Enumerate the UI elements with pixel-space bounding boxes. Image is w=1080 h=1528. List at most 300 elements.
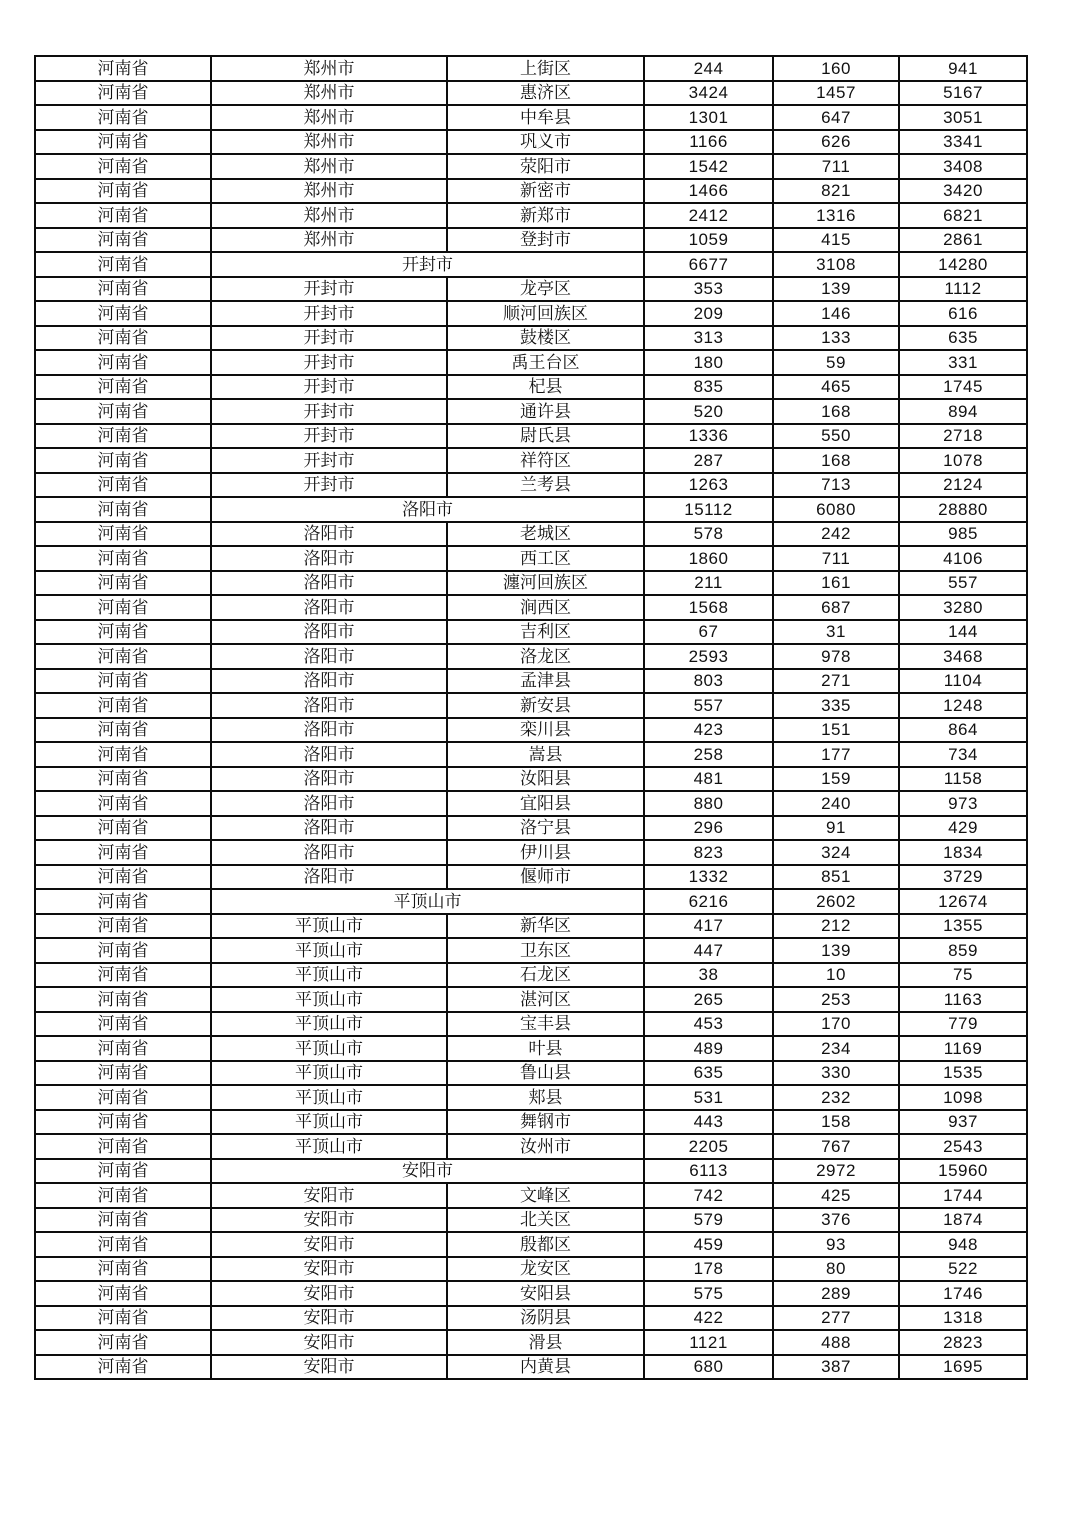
value-cell: 443 — [644, 1110, 773, 1135]
value-cell: 1834 — [899, 840, 1027, 865]
value-cell: 851 — [773, 865, 899, 890]
value-cell: 1112 — [899, 277, 1027, 302]
table-row — [35, 963, 1027, 988]
value-cell: 2972 — [773, 1159, 899, 1184]
value-cell: 330 — [773, 1061, 899, 1086]
city-cell: 洛阳市 — [211, 669, 447, 694]
province-cell: 河南省 — [35, 56, 211, 81]
table-row — [35, 865, 1027, 890]
district-cell: 孟津县 — [447, 669, 644, 694]
table-row — [35, 203, 1027, 228]
province-cell: 河南省 — [35, 644, 211, 669]
value-cell: 459 — [644, 1232, 773, 1257]
value-cell: 1457 — [773, 81, 899, 106]
district-cell: 栾川县 — [447, 718, 644, 743]
value-cell: 742 — [644, 1183, 773, 1208]
province-cell: 河南省 — [35, 963, 211, 988]
city-cell: 郑州市 — [211, 81, 447, 106]
district-cell: 嵩县 — [447, 742, 644, 767]
value-cell: 3468 — [899, 644, 1027, 669]
value-cell: 6677 — [644, 252, 773, 277]
value-cell: 1746 — [899, 1281, 1027, 1306]
province-cell: 河南省 — [35, 791, 211, 816]
city-cell: 安阳市 — [211, 1183, 447, 1208]
value-cell: 821 — [773, 179, 899, 204]
city-cell: 洛阳市 — [211, 595, 447, 620]
district-cell: 西工区 — [447, 546, 644, 571]
value-cell: 3280 — [899, 595, 1027, 620]
province-cell: 河南省 — [35, 473, 211, 498]
district-cell: 涧西区 — [447, 595, 644, 620]
value-cell: 859 — [899, 938, 1027, 963]
city-cell: 郑州市 — [211, 154, 447, 179]
value-cell: 1874 — [899, 1208, 1027, 1233]
province-cell: 河南省 — [35, 938, 211, 963]
table-row — [35, 791, 1027, 816]
value-cell: 170 — [773, 1012, 899, 1037]
city-cell: 洛阳市 — [211, 644, 447, 669]
province-cell: 河南省 — [35, 522, 211, 547]
value-cell: 635 — [899, 326, 1027, 351]
province-cell: 河南省 — [35, 105, 211, 130]
value-cell: 6080 — [773, 497, 899, 522]
table-row — [35, 718, 1027, 743]
district-cell: 荥阳市 — [447, 154, 644, 179]
value-cell: 313 — [644, 326, 773, 351]
province-cell: 河南省 — [35, 595, 211, 620]
city-cell: 平顶山市 — [211, 1036, 447, 1061]
value-cell: 1745 — [899, 375, 1027, 400]
value-cell: 823 — [644, 840, 773, 865]
city-cell: 平顶山市 — [211, 1061, 447, 1086]
city-cell: 洛阳市 — [211, 840, 447, 865]
province-cell: 河南省 — [35, 1281, 211, 1306]
value-cell: 734 — [899, 742, 1027, 767]
city-cell: 开封市 — [211, 473, 447, 498]
province-cell: 河南省 — [35, 1061, 211, 1086]
table-row — [35, 56, 1027, 81]
table-row — [35, 1306, 1027, 1331]
province-cell: 河南省 — [35, 81, 211, 106]
district-cell: 安阳县 — [447, 1281, 644, 1306]
table-row — [35, 595, 1027, 620]
table-row — [35, 644, 1027, 669]
value-cell: 59 — [773, 350, 899, 375]
value-cell: 3420 — [899, 179, 1027, 204]
province-cell: 河南省 — [35, 1306, 211, 1331]
value-cell: 1078 — [899, 448, 1027, 473]
value-cell: 1860 — [644, 546, 773, 571]
city-cell: 洛阳市 — [211, 620, 447, 645]
table-row — [35, 252, 1027, 277]
value-cell: 133 — [773, 326, 899, 351]
district-cell: 伊川县 — [447, 840, 644, 865]
value-cell: 465 — [773, 375, 899, 400]
value-cell: 331 — [899, 350, 1027, 375]
value-cell: 578 — [644, 522, 773, 547]
province-cell: 河南省 — [35, 424, 211, 449]
table-row — [35, 1257, 1027, 1282]
value-cell: 12674 — [899, 889, 1027, 914]
province-cell: 河南省 — [35, 889, 211, 914]
value-cell: 178 — [644, 1257, 773, 1282]
city-cell: 平顶山市 — [211, 914, 447, 939]
district-cell: 内黄县 — [447, 1355, 644, 1380]
table-row — [35, 1159, 1027, 1184]
value-cell: 3408 — [899, 154, 1027, 179]
value-cell: 3108 — [773, 252, 899, 277]
province-cell: 河南省 — [35, 252, 211, 277]
value-cell: 711 — [773, 546, 899, 571]
province-cell: 河南省 — [35, 301, 211, 326]
value-cell: 1744 — [899, 1183, 1027, 1208]
value-cell: 520 — [644, 399, 773, 424]
district-cell: 瀍河回族区 — [447, 571, 644, 596]
district-cell: 尉氏县 — [447, 424, 644, 449]
value-cell: 159 — [773, 767, 899, 792]
district-cell: 登封市 — [447, 228, 644, 253]
table-row — [35, 742, 1027, 767]
value-cell: 335 — [773, 693, 899, 718]
district-cell: 上街区 — [447, 56, 644, 81]
city-cell: 开封市 — [211, 301, 447, 326]
province-cell: 河南省 — [35, 326, 211, 351]
value-cell: 422 — [644, 1306, 773, 1331]
value-cell: 575 — [644, 1281, 773, 1306]
province-cell: 河南省 — [35, 620, 211, 645]
value-cell: 15112 — [644, 497, 773, 522]
value-cell: 244 — [644, 56, 773, 81]
city-cell: 平顶山市 — [211, 987, 447, 1012]
city-cell: 洛阳市 — [211, 767, 447, 792]
table-row — [35, 522, 1027, 547]
value-cell: 151 — [773, 718, 899, 743]
city-cell: 洛阳市 — [211, 865, 447, 890]
province-cell: 河南省 — [35, 546, 211, 571]
district-cell: 滑县 — [447, 1330, 644, 1355]
district-cell: 兰考县 — [447, 473, 644, 498]
value-cell: 253 — [773, 987, 899, 1012]
value-cell: 557 — [899, 571, 1027, 596]
value-cell: 168 — [773, 399, 899, 424]
province-cell: 河南省 — [35, 1330, 211, 1355]
city-cell: 平顶山市 — [211, 1085, 447, 1110]
city-cell: 郑州市 — [211, 56, 447, 81]
province-cell: 河南省 — [35, 448, 211, 473]
district-cell: 龙亭区 — [447, 277, 644, 302]
district-cell: 汝州市 — [447, 1134, 644, 1159]
value-cell: 277 — [773, 1306, 899, 1331]
value-cell: 242 — [773, 522, 899, 547]
value-cell: 2205 — [644, 1134, 773, 1159]
value-cell: 6113 — [644, 1159, 773, 1184]
city-cell: 郑州市 — [211, 105, 447, 130]
value-cell: 481 — [644, 767, 773, 792]
value-cell: 271 — [773, 669, 899, 694]
table-row — [35, 399, 1027, 424]
value-cell: 1263 — [644, 473, 773, 498]
value-cell: 209 — [644, 301, 773, 326]
table-row — [35, 497, 1027, 522]
value-cell: 2543 — [899, 1134, 1027, 1159]
city-cell: 洛阳市 — [211, 571, 447, 596]
table-row — [35, 914, 1027, 939]
city-cell: 安阳市 — [211, 1330, 447, 1355]
value-cell: 1332 — [644, 865, 773, 890]
table-row — [35, 228, 1027, 253]
province-cell: 河南省 — [35, 1159, 211, 1184]
city-cell: 开封市 — [211, 326, 447, 351]
city-cell: 郑州市 — [211, 228, 447, 253]
value-cell: 647 — [773, 105, 899, 130]
table-row — [35, 693, 1027, 718]
value-cell: 160 — [773, 56, 899, 81]
city-cell: 开封市 — [211, 424, 447, 449]
province-cell: 河南省 — [35, 154, 211, 179]
province-cell: 河南省 — [35, 277, 211, 302]
value-cell: 2861 — [899, 228, 1027, 253]
value-cell: 447 — [644, 938, 773, 963]
value-cell: 158 — [773, 1110, 899, 1135]
value-cell: 324 — [773, 840, 899, 865]
value-cell: 1336 — [644, 424, 773, 449]
district-cell: 新密市 — [447, 179, 644, 204]
value-cell: 265 — [644, 987, 773, 1012]
value-cell: 1316 — [773, 203, 899, 228]
value-cell: 144 — [899, 620, 1027, 645]
city-cell: 洛阳市 — [211, 816, 447, 841]
district-cell: 郏县 — [447, 1085, 644, 1110]
city-cell: 开封市 — [211, 277, 447, 302]
value-cell: 1104 — [899, 669, 1027, 694]
district-cell: 巩义市 — [447, 130, 644, 155]
value-cell: 894 — [899, 399, 1027, 424]
table-row — [35, 1110, 1027, 1135]
value-cell: 767 — [773, 1134, 899, 1159]
value-cell: 1695 — [899, 1355, 1027, 1380]
province-cell: 河南省 — [35, 987, 211, 1012]
city-cell: 洛阳市 — [211, 791, 447, 816]
value-cell: 67 — [644, 620, 773, 645]
district-cell: 洛龙区 — [447, 644, 644, 669]
table-row — [35, 1281, 1027, 1306]
value-cell: 80 — [773, 1257, 899, 1282]
district-cell: 洛宁县 — [447, 816, 644, 841]
table-row — [35, 81, 1027, 106]
province-cell: 河南省 — [35, 130, 211, 155]
value-cell: 234 — [773, 1036, 899, 1061]
province-cell: 河南省 — [35, 865, 211, 890]
value-cell: 353 — [644, 277, 773, 302]
city-cell: 开封市 — [211, 350, 447, 375]
value-cell: 941 — [899, 56, 1027, 81]
value-cell: 28880 — [899, 497, 1027, 522]
district-cell: 新安县 — [447, 693, 644, 718]
value-cell: 211 — [644, 571, 773, 596]
district-cell: 石龙区 — [447, 963, 644, 988]
value-cell: 1166 — [644, 130, 773, 155]
district-cell: 通许县 — [447, 399, 644, 424]
province-cell: 河南省 — [35, 1355, 211, 1380]
district-cell: 文峰区 — [447, 1183, 644, 1208]
province-cell: 河南省 — [35, 914, 211, 939]
province-cell: 河南省 — [35, 497, 211, 522]
province-cell: 河南省 — [35, 1085, 211, 1110]
value-cell: 240 — [773, 791, 899, 816]
table-row — [35, 424, 1027, 449]
city-cell: 安阳市 — [211, 1306, 447, 1331]
city-cell: 开封市 — [211, 399, 447, 424]
district-cell: 惠济区 — [447, 81, 644, 106]
table-row — [35, 571, 1027, 596]
value-cell: 10 — [773, 963, 899, 988]
district-cell: 湛河区 — [447, 987, 644, 1012]
province-cell: 河南省 — [35, 1110, 211, 1135]
province-cell: 河南省 — [35, 840, 211, 865]
value-cell: 6821 — [899, 203, 1027, 228]
value-cell: 2124 — [899, 473, 1027, 498]
province-cell: 河南省 — [35, 742, 211, 767]
district-cell: 龙安区 — [447, 1257, 644, 1282]
city-summary-cell: 洛阳市 — [211, 497, 644, 522]
city-cell: 安阳市 — [211, 1232, 447, 1257]
district-cell: 殷都区 — [447, 1232, 644, 1257]
value-cell: 38 — [644, 963, 773, 988]
value-cell: 146 — [773, 301, 899, 326]
table-row — [35, 277, 1027, 302]
value-cell: 626 — [773, 130, 899, 155]
city-cell: 郑州市 — [211, 203, 447, 228]
value-cell: 3424 — [644, 81, 773, 106]
table-row — [35, 179, 1027, 204]
table-row — [35, 326, 1027, 351]
province-cell: 河南省 — [35, 669, 211, 694]
value-cell: 1542 — [644, 154, 773, 179]
value-cell: 287 — [644, 448, 773, 473]
province-cell: 河南省 — [35, 350, 211, 375]
district-cell: 宜阳县 — [447, 791, 644, 816]
table-row — [35, 1232, 1027, 1257]
value-cell: 212 — [773, 914, 899, 939]
table-row — [35, 1330, 1027, 1355]
value-cell: 91 — [773, 816, 899, 841]
district-cell: 新华区 — [447, 914, 644, 939]
district-cell: 舞钢市 — [447, 1110, 644, 1135]
value-cell: 3051 — [899, 105, 1027, 130]
district-cell: 北关区 — [447, 1208, 644, 1233]
district-cell: 顺河回族区 — [447, 301, 644, 326]
table-row — [35, 105, 1027, 130]
value-cell: 2412 — [644, 203, 773, 228]
table-row — [35, 350, 1027, 375]
value-cell: 680 — [644, 1355, 773, 1380]
district-cell: 汤阴县 — [447, 1306, 644, 1331]
district-cell: 鲁山县 — [447, 1061, 644, 1086]
table-row — [35, 1134, 1027, 1159]
value-cell: 180 — [644, 350, 773, 375]
province-cell: 河南省 — [35, 1232, 211, 1257]
table-row — [35, 546, 1027, 571]
district-cell: 老城区 — [447, 522, 644, 547]
value-cell: 579 — [644, 1208, 773, 1233]
value-cell: 376 — [773, 1208, 899, 1233]
table-row — [35, 987, 1027, 1012]
value-cell: 635 — [644, 1061, 773, 1086]
district-cell: 禹王台区 — [447, 350, 644, 375]
value-cell: 1466 — [644, 179, 773, 204]
table-row — [35, 889, 1027, 914]
value-cell: 803 — [644, 669, 773, 694]
value-cell: 31 — [773, 620, 899, 645]
value-cell: 425 — [773, 1183, 899, 1208]
city-cell: 洛阳市 — [211, 718, 447, 743]
table-row — [35, 1208, 1027, 1233]
value-cell: 713 — [773, 473, 899, 498]
value-cell: 1158 — [899, 767, 1027, 792]
value-cell: 387 — [773, 1355, 899, 1380]
value-cell: 2823 — [899, 1330, 1027, 1355]
city-cell: 安阳市 — [211, 1281, 447, 1306]
value-cell: 1121 — [644, 1330, 773, 1355]
table-row — [35, 1355, 1027, 1380]
value-cell: 711 — [773, 154, 899, 179]
value-cell: 2718 — [899, 424, 1027, 449]
value-cell: 1535 — [899, 1061, 1027, 1086]
table-row — [35, 767, 1027, 792]
district-cell: 汝阳县 — [447, 767, 644, 792]
province-cell: 河南省 — [35, 375, 211, 400]
value-cell: 296 — [644, 816, 773, 841]
value-cell: 948 — [899, 1232, 1027, 1257]
value-cell: 14280 — [899, 252, 1027, 277]
table-row — [35, 301, 1027, 326]
value-cell: 880 — [644, 791, 773, 816]
province-cell: 河南省 — [35, 767, 211, 792]
table-row — [35, 154, 1027, 179]
province-cell: 河南省 — [35, 228, 211, 253]
value-cell: 522 — [899, 1257, 1027, 1282]
table-row — [35, 1085, 1027, 1110]
province-cell: 河南省 — [35, 203, 211, 228]
value-cell: 3341 — [899, 130, 1027, 155]
value-cell: 4106 — [899, 546, 1027, 571]
value-cell: 6216 — [644, 889, 773, 914]
table-row — [35, 1012, 1027, 1037]
city-cell: 开封市 — [211, 375, 447, 400]
district-cell: 偃师市 — [447, 865, 644, 890]
table-row — [35, 938, 1027, 963]
value-cell: 453 — [644, 1012, 773, 1037]
value-cell: 1098 — [899, 1085, 1027, 1110]
city-cell: 安阳市 — [211, 1208, 447, 1233]
province-cell: 河南省 — [35, 179, 211, 204]
table-row — [35, 840, 1027, 865]
statistics-table — [34, 55, 1028, 1380]
table-row — [35, 1061, 1027, 1086]
province-cell: 河南省 — [35, 571, 211, 596]
province-cell: 河南省 — [35, 399, 211, 424]
province-cell: 河南省 — [35, 816, 211, 841]
city-cell: 平顶山市 — [211, 938, 447, 963]
value-cell: 429 — [899, 816, 1027, 841]
province-cell: 河南省 — [35, 1208, 211, 1233]
table-body — [35, 56, 1027, 1379]
value-cell: 168 — [773, 448, 899, 473]
value-cell: 864 — [899, 718, 1027, 743]
table-row — [35, 669, 1027, 694]
province-cell: 河南省 — [35, 1012, 211, 1037]
city-cell: 安阳市 — [211, 1355, 447, 1380]
